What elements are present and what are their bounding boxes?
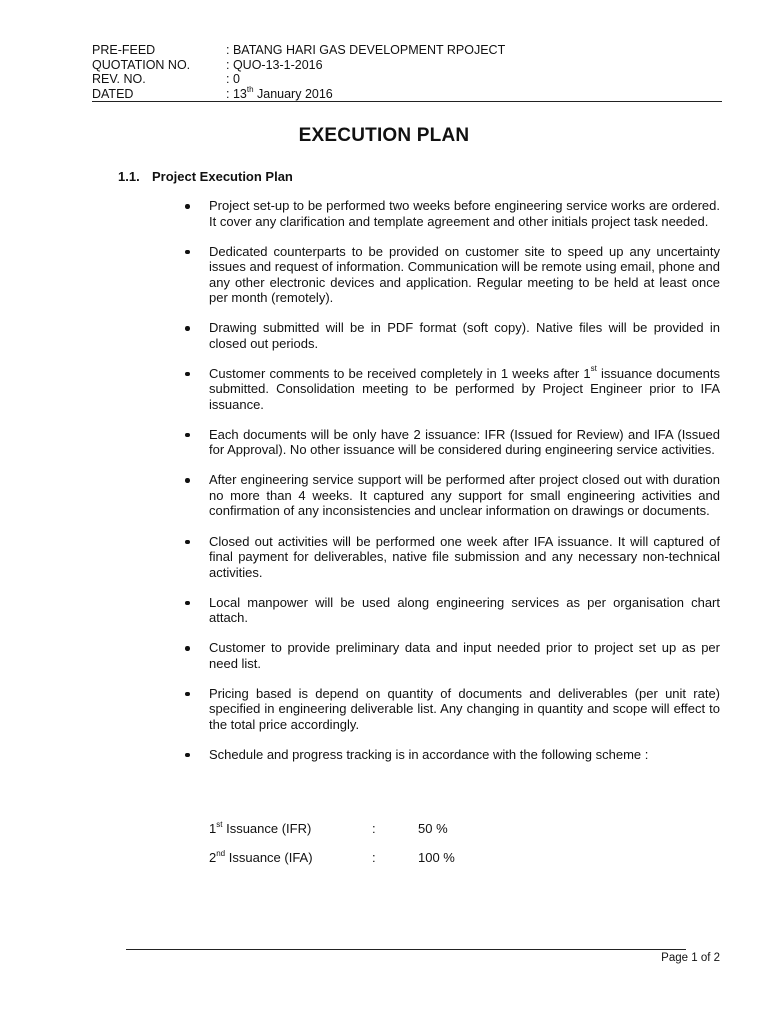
bullet-icon	[185, 250, 190, 255]
schedule-colon: :	[372, 821, 376, 836]
list-item-text-continued: issuance documents submitted. Consolidation meeting to be performed by Project Engineer prior to IFA issuance.	[209, 365, 720, 412]
schedule-label	[209, 821, 372, 836]
header-label: DATED	[92, 86, 134, 101]
list-item-text: Project set-up to be performed two weeks before engineering service works are ordered. It cover any clarification and template agreement and other initials project task needed.	[209, 198, 720, 229]
list-item-text: Schedule and progress tracking is in accordance with the following scheme :	[209, 746, 649, 762]
header-label: PRE-FEED	[92, 43, 156, 57]
header-row-dated	[92, 84, 722, 102]
bullet-icon	[185, 692, 190, 697]
list-item-text: Pricing based is depend on quantity of documents and deliverables (per unit rate) specified in engineering deliverable list. Any changing in quantity and scope will effect to the total price accordingly.	[209, 685, 720, 732]
bullet-icon	[185, 433, 190, 438]
bullet-icon	[185, 753, 190, 758]
header-row-prefeed	[92, 43, 722, 58]
header-divider	[92, 101, 722, 102]
header-label: QUOTATION NO.	[92, 57, 191, 72]
schedule-value: 50 %	[418, 821, 448, 836]
list-item	[185, 198, 720, 229]
list-item-text: Local manpower will be used along engineering services as per organisation chart attach.	[209, 594, 720, 626]
bullet-icon	[185, 204, 190, 209]
schedule-name: Issuance (IFR)	[222, 821, 312, 836]
header-value: : QUO-13-1-2016	[226, 57, 323, 72]
header-row-revision	[92, 72, 722, 87]
schedule-number: 1	[209, 821, 217, 836]
schedule-ordinal: nd	[216, 848, 226, 858]
header-value: : BATANG HARI GAS DEVELOPMENT RPOJECT	[226, 43, 506, 57]
list-item	[185, 747, 720, 763]
execution-plan-list	[185, 198, 720, 777]
list-item	[185, 366, 720, 413]
bullet-icon	[185, 646, 190, 651]
list-item-text: After engineering service support will be performed after project closed out with duration no more than 4 weeks. It captured any support for small engineering activities and confirmation of any inconsistencies and unclear information on drawings or documents.	[209, 472, 720, 519]
list-item	[185, 686, 720, 733]
list-item-text: Each documents will be only have 2 issuance: IFR (Issued for Review) and IFA (Issued for Approval). No other issuance will be considered during engineering service activities.	[209, 426, 720, 458]
schedule-value: 100 %	[418, 850, 455, 865]
header-date	[226, 84, 333, 102]
list-item-text: Dedicated counterparts to be provided on customer site to speed up any uncertainty issues and request of information. Communication will be remote using email, phone and any other electronic devices and application. Regular meeting to be held at least once per month (remotely).	[209, 243, 720, 306]
list-item	[185, 427, 720, 458]
section-title: Project Execution Plan	[152, 169, 293, 184]
section-number: 1.1.	[118, 169, 140, 184]
date-rest: January 2016	[253, 86, 333, 101]
list-item-text: Customer to provide preliminary data and input needed prior to project set up as per need list.	[209, 640, 720, 671]
header-label: REV. NO.	[92, 72, 146, 87]
list-item	[185, 472, 720, 519]
header-row-quotation	[92, 58, 722, 73]
schedule-row-ifr	[209, 821, 448, 836]
list-item	[185, 320, 720, 351]
list-item-text: Customer comments to be received completely in 1 weeks after 1	[209, 365, 591, 381]
schedule-number: 2	[209, 850, 217, 865]
page-number: Page 1 of 2	[661, 952, 720, 964]
bullet-icon	[185, 372, 190, 377]
list-item-text: Drawing submitted will be in PDF format (soft copy). Native files will be provided in closed out periods.	[209, 320, 720, 351]
schedule-name: Issuance (IFA)	[225, 850, 313, 865]
section-heading	[118, 169, 293, 184]
bullet-icon	[185, 478, 190, 483]
footer-divider	[126, 949, 686, 950]
date-day: : 13	[226, 86, 247, 101]
list-item	[185, 244, 720, 306]
document-header	[92, 43, 722, 101]
list-item	[185, 640, 720, 671]
ordinal-suffix: st	[590, 364, 597, 374]
list-item	[185, 595, 720, 626]
list-item-text: Closed out activities will be performed one week after IFA issuance. It will captured of final payment for deliverables, native file submission and any necessary non-technical activities.	[209, 533, 720, 580]
schedule-row-ifa	[209, 850, 455, 865]
list-item	[185, 534, 720, 581]
bullet-icon	[185, 540, 190, 545]
page-title: EXECUTION PLAN	[298, 125, 470, 146]
date-ordinal: th	[246, 84, 254, 94]
bullet-icon	[185, 326, 190, 331]
bullet-icon	[185, 601, 190, 606]
schedule-label	[209, 850, 372, 865]
schedule-colon: :	[372, 850, 376, 865]
header-value: : 0	[226, 72, 240, 87]
schedule-ordinal: st	[216, 819, 223, 829]
